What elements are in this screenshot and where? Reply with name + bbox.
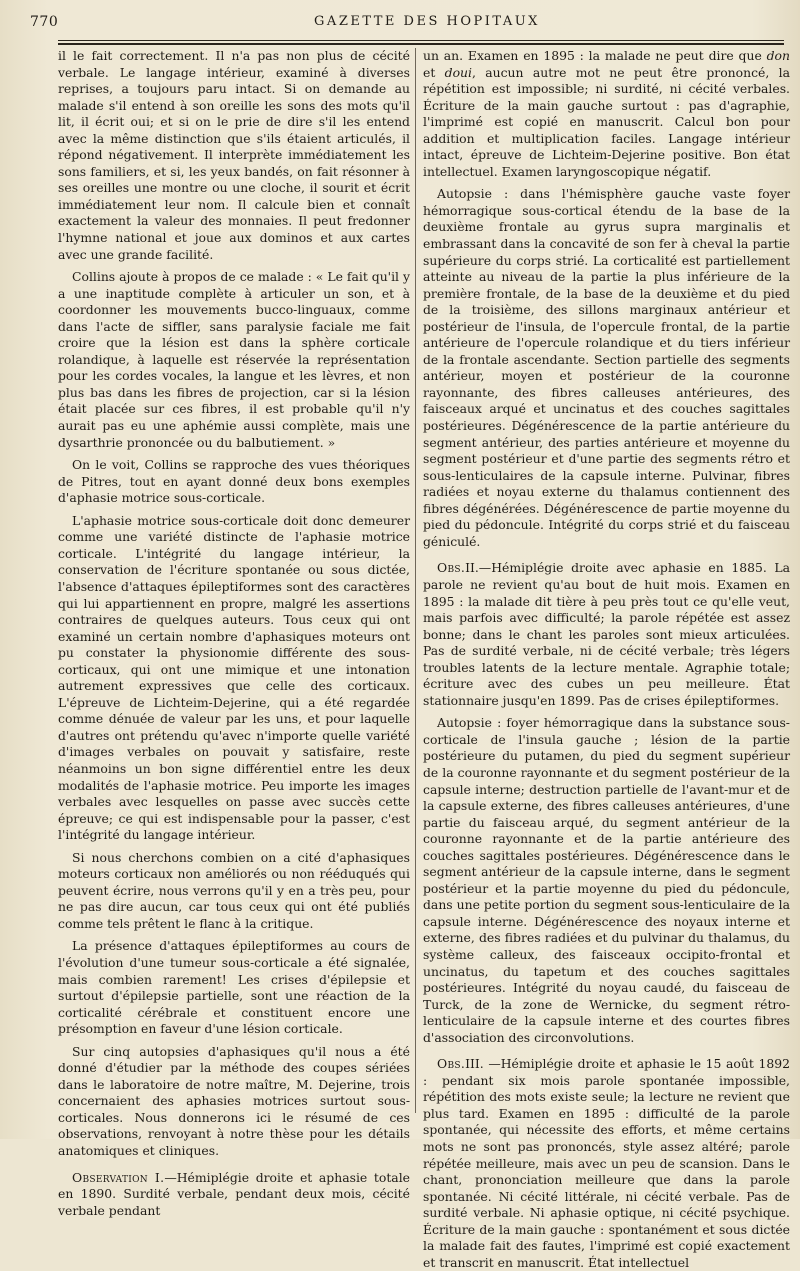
text-run: , aucun autre mot ne peut être prononcé, la répétition est impossible; ni surdité, ni cécité verbales. Écriture de la main gauche surtout : pas d'agraphie, l'imprimé est copié en manuscrit. Calcul bon pour addition et multiplication faciles. Langage intérieur intact, épreuve de Lichteim-Dejerine positive. Bon état intellectuel. Examen laryngoscopique négatif. [423, 64, 790, 179]
paragraph: Sur cinq autopsies d'aphasiques qu'il nous a été donné d'étudier par la méthode des coupes sériées dans le laboratoire de notre maître, M. Dejerine, trois concernaient des aphasies motrices surtout sous-corticales. Nous donnerons ici le résumé de ces observations, renvoyant à notre thèse pour les détails anatomiques et cliniques. [58, 1043, 410, 1158]
paragraph: Autopsie : dans l'hémisphère gauche vaste foyer hémorragique sous-cortical étendu de la base de la deuxième frontale au gyrus supra marginalis et embrassant dans la concavité de son fer à cheval la partie supérieure du corps strié. La corticalité est partiellement atteinte au niveau de la partie la plus inférieure de la première frontale, de la base de la deuxième et du pied de la troisième, des sillons marginaux antérieur et postérieur de l'insula, de l'opercule frontal, de la partie antérieure de l'opercule rolandique et du tiers inférieur de la frontale ascendante. Section partielle des segments antérieur, moyen et postérieur de la couronne rayonnante, des fibres calleuses antérieures, des faisceaux arqué et uncinatus et des couches sagittales postérieures. Dégénérescence de la partie antérieure du segment antérieur, des parties antérieure et moyenne du segment postérieur et d'une partie des segments rétro et sous-lenticulaires de la capsule interne. Pulvinar, fibres radiées et noyau externe du thalamus contiennent des fibres dégénérées. Dégénérescence de partie moyenne du pied du pédoncule. Intégrité du corps strié et du faisceau géniculé. [423, 186, 790, 549]
paragraph: Collins ajoute à propos de ce malade : « Le fait qu'il y a une inaptitude complète à articuler un son, et à coordonner les mouvements bucco-linguaux, comme dans l'acte de siffler, sans paralysie faciale me fait croire que la lésion est dans la sphère corticale rolandique, à laquelle est réservée la représentation pour les cordes vocales, la langue et les lèvres, et non plus bas dans les fibres de projection, car si la lésion était placée sur ces fibres, il est probable qu'il n'y aurait pas eu une aphémie aussi complète, mais une dysarthrie prononcée ou du balbutiement. » [58, 269, 410, 450]
page-number: 770 [30, 14, 59, 30]
observation-paragraph [58, 1170, 410, 1220]
text-run: et [423, 64, 445, 80]
column-divider [415, 48, 416, 1113]
observation-label: Observation I. [72, 1169, 165, 1185]
left-column [58, 48, 410, 1218]
paragraph: Autopsie : foyer hémorragique dans la substance sous-corticale de l'insula gauche ; lésion de la partie postérieure du putamen, du pied du segment supérieur de la couronne rayonnante et du segment postérieur de la capsule interne; destruction partielle de l'avant-mur et de la capsule externe, des fibres calleuses antérieures, d'une partie du faisceau arqué, du segment antérieur de la couronne rayonnante et de la partie antérieure des couches sagittales postérieures. Dégénérescence dans le segment antérieur de la capsule interne, dans le segment postérieur et la partie moyenne du pied du pédoncule, dans une petite portion du segment sous-lenticulaire de la capsule interne. Dégénérescence des noyaux interne et externe, des fibres radiées et du pulvinar du thalamus, du système calleux, des faisceaux occipito-frontal et uncinatus, du tapetum et des couches sagittales postérieures. Intégrité du noyau caudé, du faisceau de Turck, de la zone de Wernicke, du segment rétro-lenticulaire de la capsule interne et des courtes fibres d'association des circonvolutions. [423, 715, 790, 1045]
observation-label: Obs. [437, 1056, 466, 1072]
observation-paragraph [423, 560, 790, 709]
right-column [423, 48, 790, 1270]
observation-paragraph [423, 1056, 790, 1271]
italic-word: don [766, 48, 790, 63]
observation-text: —Hémiplégie droite et aphasie totale en 1890. Surdité verbale, pendant deux mois, cécité verbale pendant [58, 1169, 410, 1218]
text-run: un an. Examen en 1895 : la malade ne peut dire que [423, 48, 767, 63]
header-rule-thick [58, 43, 784, 45]
observation-text: II.—Hémiplégie droite avec aphasie en 1885. La parole ne revient qu'au bout de huit mois. Examen en 1895 : la malade dit tière à peu près tout ce qu'elle veut, mais parfois avec difficulté; la parole répétée est assez bonne; dans le chant les paroles sont mieux articulées. Pas de surdité verbale, ni de cécité verbale; très légers troubles latents de la lecture mentale. Agraphie totale; écriture avec des cubes un peu meilleure. État stationnaire jusqu'en 1899. Pas de crises épileptiformes. [423, 560, 790, 708]
observation-text: III. —Hémiplégie droite et aphasie le 15 août 1892 : pendant six mois parole spontanée impossible, répétition des mots existe seule; la lecture ne revient que plus tard. Examen en 1895 : difficulté de la parole spontanée, qui nécessite des efforts, et même certains mots ne sont pas prononcés, style assez altéré; parole répétée meilleure, mais avec un peu de scansion. Dans le chant, prononciation meilleure que dans la parole spontanée. Ni cécité littérale, ni cécité verbale. Pas de surdité verbale. Ni aphasie optique, ni cécité psychique. Écriture de la main gauche : spontanément et sous dictée la malade fait des fautes, l'imprimé est copié exactement et transcrit en manuscrit. État intellectuel [423, 1056, 790, 1270]
italic-word: doui [444, 64, 472, 80]
paragraph [423, 48, 790, 180]
page-header [30, 14, 784, 38]
paragraph: On le voit, Collins se rapproche des vues théoriques de Pitres, tout en ayant donné deux bons exemples d'aphasie motrice sous-corticale. [58, 457, 410, 506]
paragraph: il le fait correctement. Il n'a pas non plus de cécité verbale. Le langage intérieur, examiné à diverses reprises, a toujours paru intact. Si on demande au malade s'il entend à son oreille les sons des mots qu'il lit, il écrit oui; et si on le prie de dire s'il les entend avec la même distinction que s'ils étaient articulés, il répond négativement. Il interprète immédiatement les sons familiers, et si, les yeux bandés, on fait résonner à ses oreilles une montre ou une cloche, il sourit et écrit immédiatement leur nom. Il calcule bien et connaît exactement la valeur des monnaies. Il peut fredonner l'hymne national et joue aux dominos et aux cartes avec une grande facilité. [58, 48, 410, 262]
paragraph: Si nous cherchons combien on a cité d'aphasiques moteurs corticaux non améliorés ou non rééduqués qui peuvent écrire, nous verrons qu'il y en a très peu, pour ne pas dire aucun, car tous ceux qui ont été publiés comme tels prêtent le flanc à la critique. [58, 849, 410, 931]
paragraph: L'aphasie motrice sous-corticale doit donc demeurer comme une variété distincte de l'aphasie motrice corticale. L'intégrité du langage intérieur, la conservation de l'écriture spontanée ou sous dictée, l'absence d'attaques épileptiformes sont des caractères qui lui appartiennent en propre, malgré les assertions contraires de quelques auteurs. Tous ceux qui ont examiné un certain nombre d'aphasiques moteurs ont pu constater la physionomie différente des sous-corticaux, qui ont une mimique et une intonation autrement expressives que celle des corticaux. L'épreuve de Lichteim-Dejerine, qui a été regardée comme dénuée de valeur par les uns, et pour laquelle d'autres ont prétendu qu'avec n'importe quelle variété d'images verbales on pouvait y satisfaire, reste néanmoins un bon signe différentiel entre les deux modalités de l'aphasie motrice. Peu importe les images verbales avec lesquelles on passe avec succès cette épreuve; ce qui est indispensable pour la passer, c'est l'intégrité du langage intérieur. [58, 512, 410, 843]
header-rule-thin [58, 40, 784, 41]
observation-label: Obs. [437, 560, 466, 576]
paragraph: La présence d'attaques épileptiformes au cours de l'évolution d'une tumeur sous-corticale a été signalée, mais combien rarement! Les crises d'épilepsie et surtout d'épilepsie partielle, sont une réaction de la corticalité cérébrale et constituent encore une présomption en faveur d'une lésion corticale. [58, 938, 410, 1037]
running-title: GAZETTE DES HOPITAUX [314, 14, 540, 29]
